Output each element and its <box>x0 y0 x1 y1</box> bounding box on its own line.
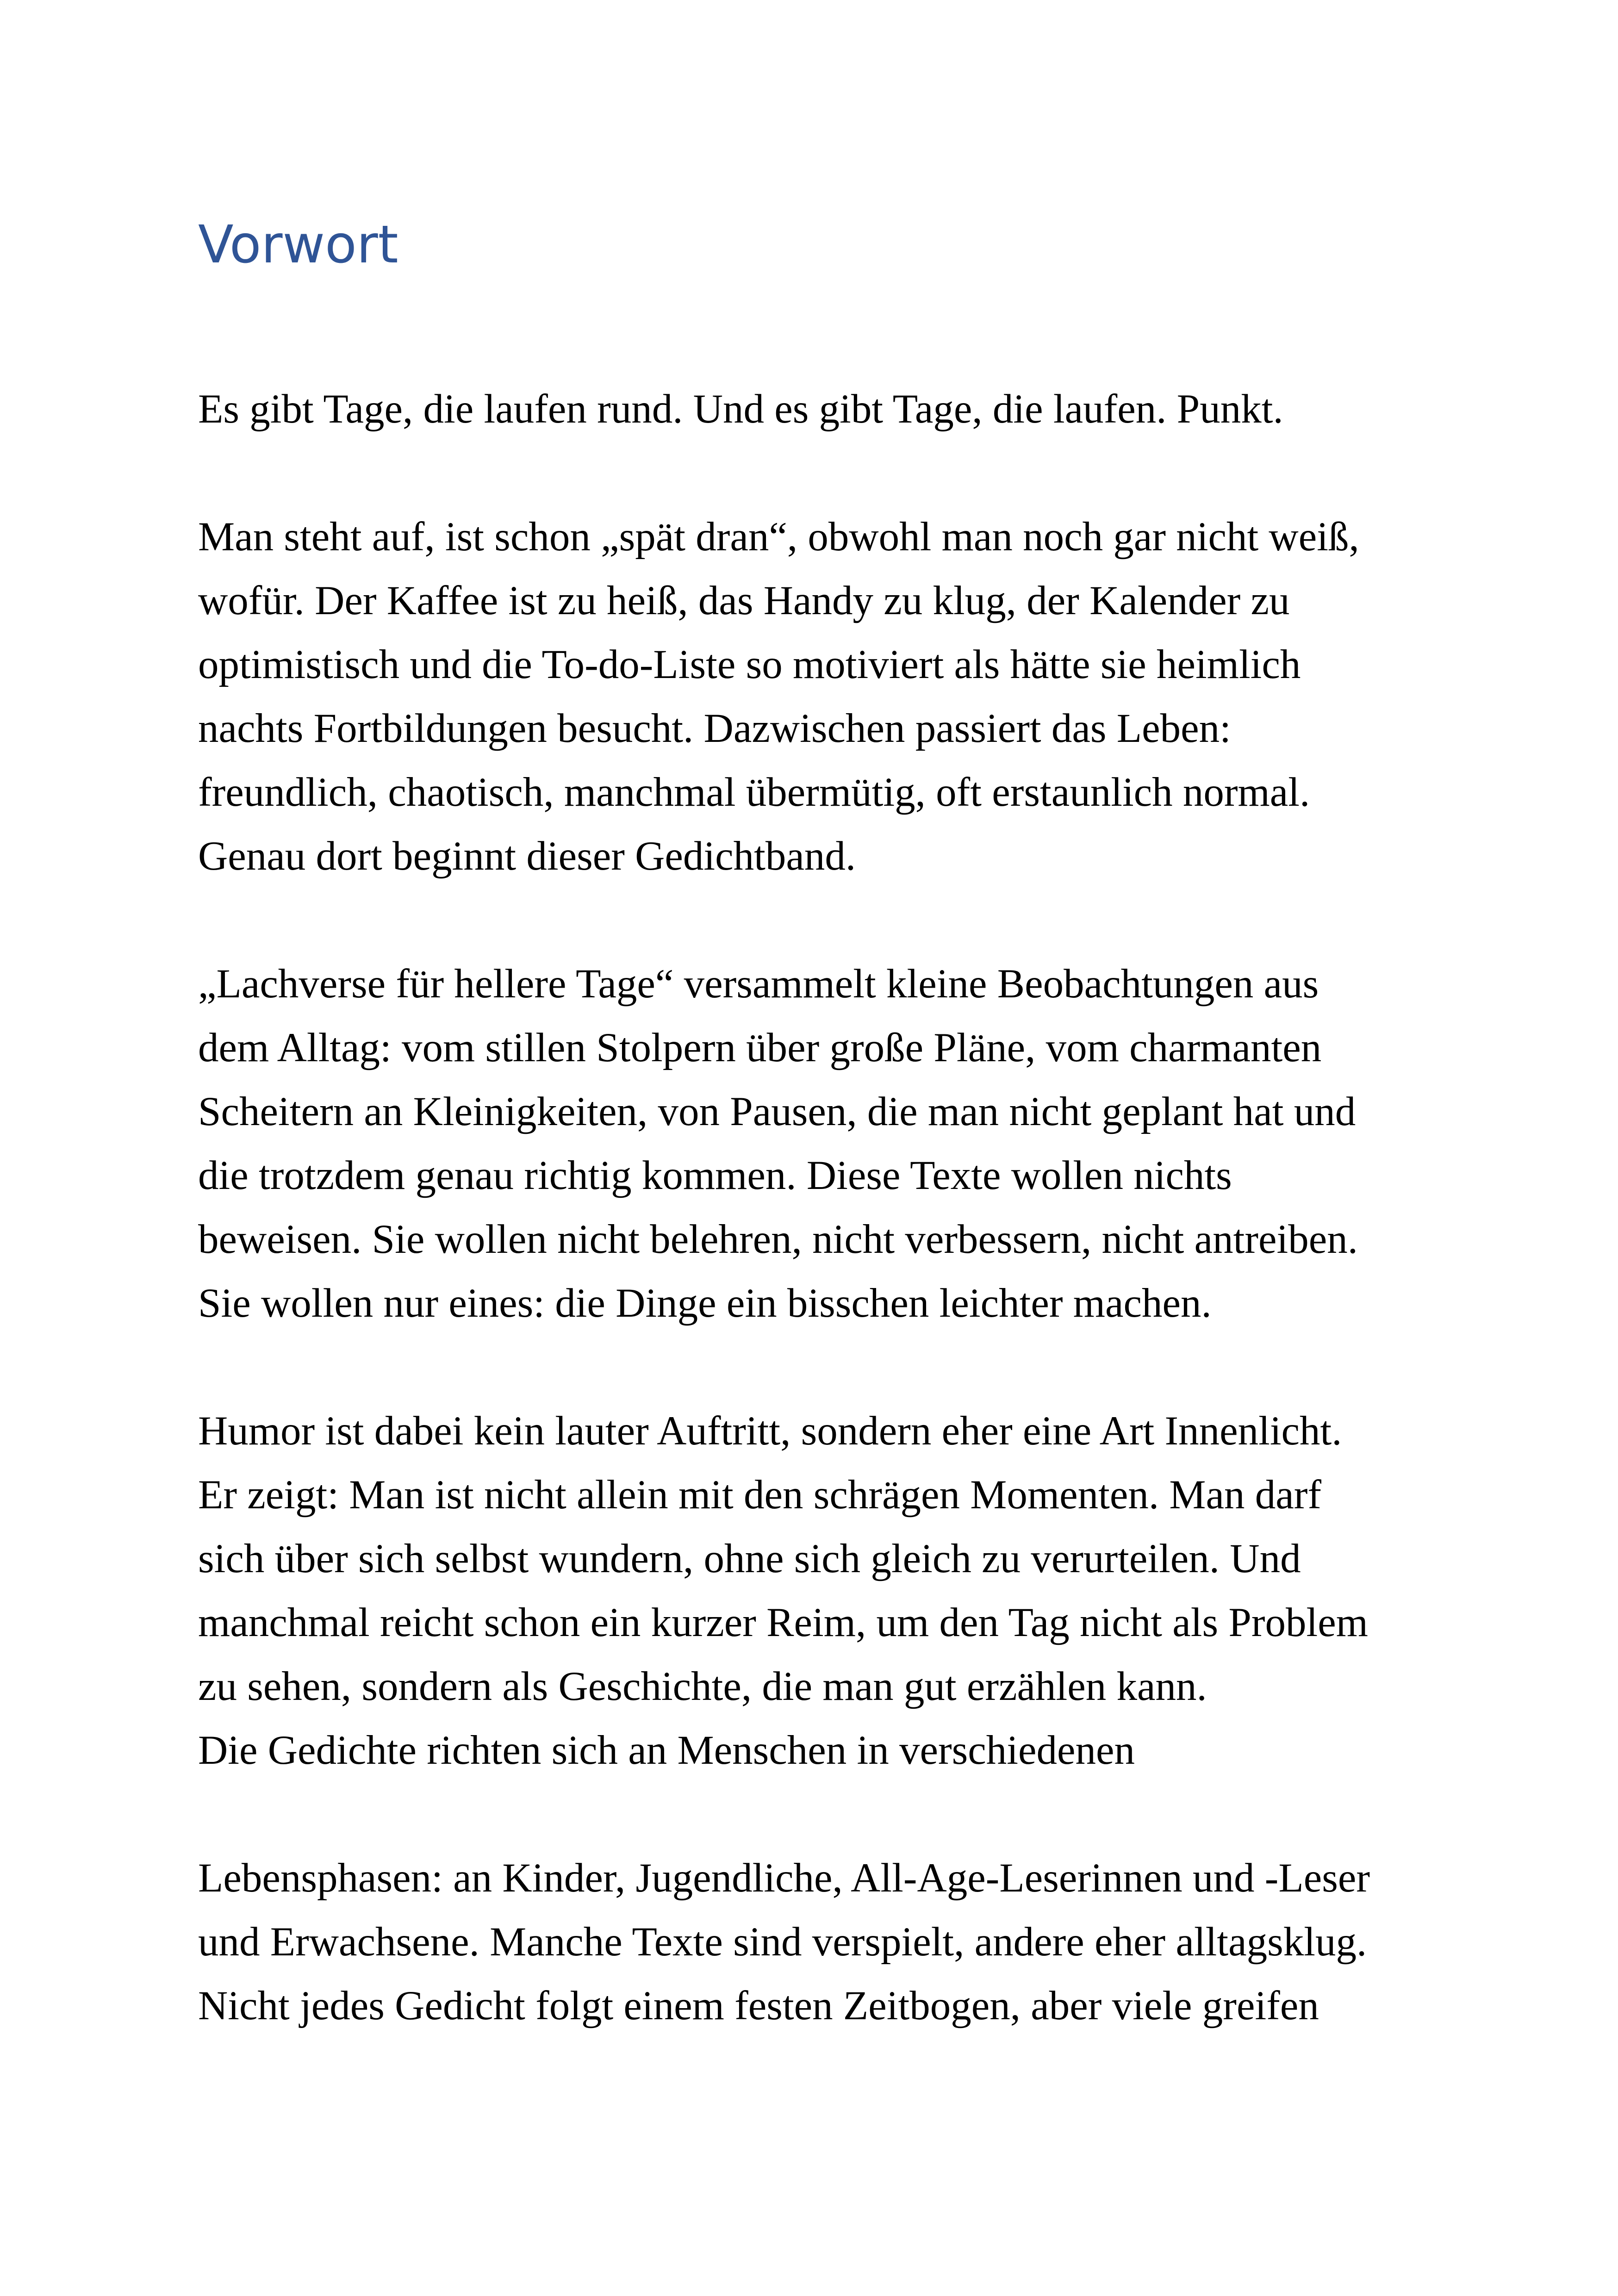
paragraph <box>198 377 1448 441</box>
text-line: zu sehen, sondern als Geschichte, die man gut erzählen kann. <box>198 1664 1207 1709</box>
text-line: Man steht auf, ist schon „spät dran“, obwohl man noch gar nicht weiß, <box>198 514 1359 560</box>
text-line: Scheitern an Kleinigkeiten, von Pausen, die man nicht geplant hat und <box>198 1089 1356 1134</box>
text-line: Lebensphasen: an Kinder, Jugendliche, All-Age-Leserinnen und -Leser <box>198 1855 1370 1901</box>
paragraph <box>198 1399 1448 1782</box>
text-line: Die Gedichte richten sich an Menschen in verschiedenen <box>198 1728 1135 1773</box>
text-line: und Erwachsene. Manche Texte sind verspielt, andere eher alltagsklug. <box>198 1919 1367 1965</box>
text-line: optimistisch und die To-do-Liste so motiviert als hätte sie heimlich <box>198 642 1301 687</box>
text-line: Er zeigt: Man ist nicht allein mit den schrägen Momenten. Man darf <box>198 1472 1322 1518</box>
body-text <box>198 377 1448 2102</box>
page-title: Vorwort <box>198 215 398 275</box>
text-line: „Lachverse für hellere Tage“ versammelt kleine Beobachtungen aus <box>198 961 1319 1007</box>
paragraph <box>198 1846 1448 2038</box>
paragraph <box>198 505 1448 888</box>
text-line: nachts Fortbildungen besucht. Dazwischen passiert das Leben: <box>198 706 1231 751</box>
text-line: Genau dort beginnt dieser Gedichtband. <box>198 834 856 879</box>
text-line: manchmal reicht schon ein kurzer Reim, um den Tag nicht als Problem <box>198 1600 1368 1645</box>
text-line: die trotzdem genau richtig kommen. Diese Texte wollen nichts <box>198 1153 1232 1198</box>
text-line: Nicht jedes Gedicht folgt einem festen Zeitbogen, aber viele greifen <box>198 1983 1319 2028</box>
text-line: beweisen. Sie wollen nicht belehren, nicht verbessern, nicht antreiben. <box>198 1217 1358 1262</box>
text-line: Es gibt Tage, die laufen rund. Und es gibt Tage, die laufen. Punkt. <box>198 386 1283 432</box>
text-line: Humor ist dabei kein lauter Auftritt, sondern eher eine Art Innenlicht. <box>198 1408 1342 1454</box>
text-line: sich über sich selbst wundern, ohne sich gleich zu verurteilen. Und <box>198 1536 1301 1581</box>
text-line: wofür. Der Kaffee ist zu heiß, das Handy zu klug, der Kalender zu <box>198 578 1290 623</box>
paragraph <box>198 952 1448 1335</box>
text-line: freundlich, chaotisch, manchmal übermütig, oft erstaunlich normal. <box>198 770 1310 815</box>
text-line: dem Alltag: vom stillen Stolpern über große Pläne, vom charmanten <box>198 1025 1322 1070</box>
text-line: Sie wollen nur eines: die Dinge ein bisschen leichter machen. <box>198 1281 1212 1326</box>
